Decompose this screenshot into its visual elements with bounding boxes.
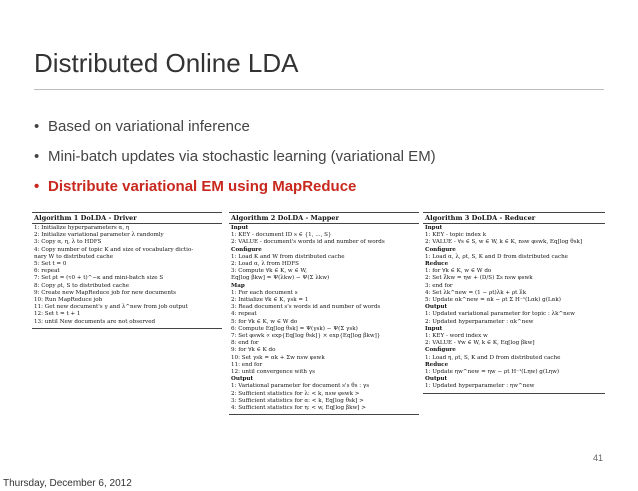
algorithm-section-heading: Configure bbox=[231, 246, 262, 253]
algorithm-line: 2: VALUE - ∀s ∈ S, w ∈ W, k ∈ K, nsw φswk, Eq[log θsk] bbox=[425, 239, 583, 246]
algorithm-line: 1: KEY - document ID s ∈ {1, ..., S} bbox=[231, 232, 332, 239]
title-divider bbox=[34, 89, 604, 90]
algorithm-line: 11: Get new document's γ and λ^new from job output bbox=[34, 304, 188, 311]
algorithm-line: 7: Set φswk ∝ exp{Eq[log θsk]} × exp{Eq[log βkw]} bbox=[231, 333, 381, 340]
bullet-dot-icon: • bbox=[34, 148, 40, 165]
algorithm-line: 11: end for bbox=[231, 361, 263, 368]
algorithm-section-heading: Output bbox=[231, 376, 254, 383]
algorithm-body bbox=[423, 224, 605, 394]
algorithm-line: 3: Compute ∀k ∈ K, w ∈ W, bbox=[231, 268, 307, 275]
algorithm-line: 3: Read document s's words id and number of words bbox=[231, 304, 381, 311]
page-number: 41 bbox=[593, 453, 604, 463]
algorithm-line: 2: VALUE - ∀w ∈ W, k ∈ K, Eq[log βkw] bbox=[425, 340, 535, 347]
footer-date: Thursday, December 6, 2012 bbox=[3, 478, 132, 489]
algorithm-line: 2: Sufficient statistics for λ: < k, nsw φswk > bbox=[231, 390, 360, 397]
algorithm-line: Eq[log βkw] = Ψ(λkw) − Ψ(Σ λkw) bbox=[231, 275, 330, 282]
bullet-text: Distribute variational EM using MapReduce bbox=[48, 178, 357, 195]
algorithm-line: 9: Create new MapReduce job for new documents bbox=[34, 289, 177, 296]
algorithm-line: 6: repeat bbox=[34, 268, 60, 275]
algorithm-section-heading: Reduce bbox=[425, 261, 449, 268]
algorithm-title: Algorithm 3 DoLDA - Reducer bbox=[423, 212, 605, 224]
algorithm-section-heading: Configure bbox=[425, 347, 456, 354]
algorithm-section-heading: Reduce bbox=[425, 361, 449, 368]
algorithm-line: 3: Copy α, η, λ to HDFS bbox=[34, 239, 102, 246]
algorithm-section-heading: Map bbox=[231, 282, 245, 289]
algorithm-line: 2: Set λ̂kw = ηw + (D/S) Σs nsw φswk bbox=[425, 275, 533, 282]
algorithm-line: 1: For each document s bbox=[231, 289, 298, 296]
algorithm-line: nary W to distributed cache bbox=[34, 253, 114, 260]
bullet-text: Based on variational inference bbox=[48, 118, 250, 135]
bullet-dot-icon: • bbox=[34, 178, 40, 195]
algorithm-line: 1: Updated hyperparameter : ηw^new bbox=[425, 383, 535, 390]
algorithm-line: 10: Set γsk = αk + Σw nsw φswk bbox=[231, 354, 325, 361]
algorithm-line: 3: Sufficient statistics for α: < k, Eq[log θsk] > bbox=[231, 397, 364, 404]
algorithm-line: 2: Initialize ∀k ∈ K, γsk = 1 bbox=[231, 297, 309, 304]
algorithm-line: 1: Variational parameter for document s's θs : γs bbox=[231, 383, 370, 390]
algorithm-line: 1: Load K and W from distributed cache bbox=[231, 253, 345, 260]
algorithm-line: 1: Updated variational parameter for topic : λk^new bbox=[425, 311, 575, 318]
algorithm-line: 4: Set λk^new = (1 − ρt)λk + ρt λ̂k bbox=[425, 289, 527, 296]
algorithm-line: 12: Set t = t + 1 bbox=[34, 311, 81, 318]
slide-title: Distributed Online LDA bbox=[34, 48, 299, 78]
algorithm-line: 4: Sufficient statistics for η: < w, Eq[log βkw] > bbox=[231, 405, 366, 412]
algorithm-line: 1: for ∀k ∈ K, w ∈ W do bbox=[425, 268, 492, 275]
algorithm-section-heading: Input bbox=[231, 225, 249, 231]
algorithm-section-heading: Input bbox=[425, 225, 443, 231]
algorithm-line: 7: Set ρt = (τ0 + t)^−κ and mini-batch size S bbox=[34, 275, 164, 282]
algorithm-line: 1: Update ηw^new = ηw − ρt H⁻¹(Lηw) g(Lηw) bbox=[425, 369, 560, 376]
algorithm-line: 1: KEY - word index w bbox=[425, 333, 488, 340]
algorithm-section-heading: Output bbox=[425, 376, 448, 383]
bullet-item bbox=[34, 118, 436, 135]
algorithm-line: 9: for ∀k ∈ K do bbox=[231, 347, 276, 354]
algorithm-line: 1: KEY - topic index k bbox=[425, 232, 487, 239]
algorithm-body bbox=[229, 224, 419, 415]
algorithm-line: 5: Set t = 0 bbox=[34, 261, 67, 268]
algorithm-section-heading: Output bbox=[425, 304, 448, 311]
bullet-text: Mini-batch updates via stochastic learning (variational EM) bbox=[48, 148, 436, 165]
algorithm-line: 13: until New documents are not observed bbox=[34, 318, 156, 325]
algorithm-line: 2: VALUE - document's words id and number of words bbox=[231, 239, 385, 246]
algorithm-line: 8: end for bbox=[231, 340, 259, 347]
algorithm-driver bbox=[32, 212, 222, 329]
algorithm-section-heading: Configure bbox=[425, 246, 456, 253]
bullet-item-highlighted bbox=[34, 178, 436, 195]
algorithm-mapper bbox=[229, 212, 419, 415]
algorithm-line: 12: until convergence with γs bbox=[231, 369, 315, 376]
algorithm-title: Algorithm 1 DoLDA - Driver bbox=[32, 212, 222, 224]
algorithm-line: 2: Initialize variational parameter λ randomly bbox=[34, 232, 164, 239]
algorithm-reducer bbox=[423, 212, 605, 394]
bullet-item bbox=[34, 148, 436, 165]
algorithm-line: 4: repeat bbox=[231, 311, 257, 318]
algorithm-title: Algorithm 2 DoLDA - Mapper bbox=[229, 212, 419, 224]
algorithm-line: 2: Updated hyperparameter : αk^new bbox=[425, 318, 534, 325]
algorithm-section-heading: Input bbox=[425, 325, 443, 332]
algorithm-body bbox=[32, 224, 222, 329]
algorithm-line: 8: Copy ρt, S to distributed cache bbox=[34, 282, 130, 289]
algorithm-line: 4: Copy number of topic K and size of vocabulary dictio- bbox=[34, 246, 194, 253]
bullet-list bbox=[34, 118, 436, 208]
bullet-dot-icon: • bbox=[34, 118, 40, 135]
algorithm-line: 1: Load η, ρt, S, K and D from distributed cache bbox=[425, 354, 561, 361]
algorithm-line: 5: Update αk^new = αk − ρt Σ H⁻¹(Lαk) g(Lαk) bbox=[425, 297, 561, 304]
algorithm-line: 3: end for bbox=[425, 282, 453, 289]
algorithm-line: 1: Initialize hyperparameters α, η bbox=[34, 225, 130, 231]
algorithm-line: 5: for ∀k ∈ K, w ∈ W do bbox=[231, 318, 298, 325]
algorithm-line: 6: Compute Eq[log θsk] = Ψ(γsk) − Ψ(Σ γsk) bbox=[231, 325, 358, 332]
algorithm-line: 2: Load α, λ from HDFS bbox=[231, 261, 299, 268]
algorithm-line: 1: Load α, λ, ρt, S, K and D from distributed cache bbox=[425, 253, 568, 260]
algorithm-line: 10: Run MapReduce job bbox=[34, 297, 103, 304]
